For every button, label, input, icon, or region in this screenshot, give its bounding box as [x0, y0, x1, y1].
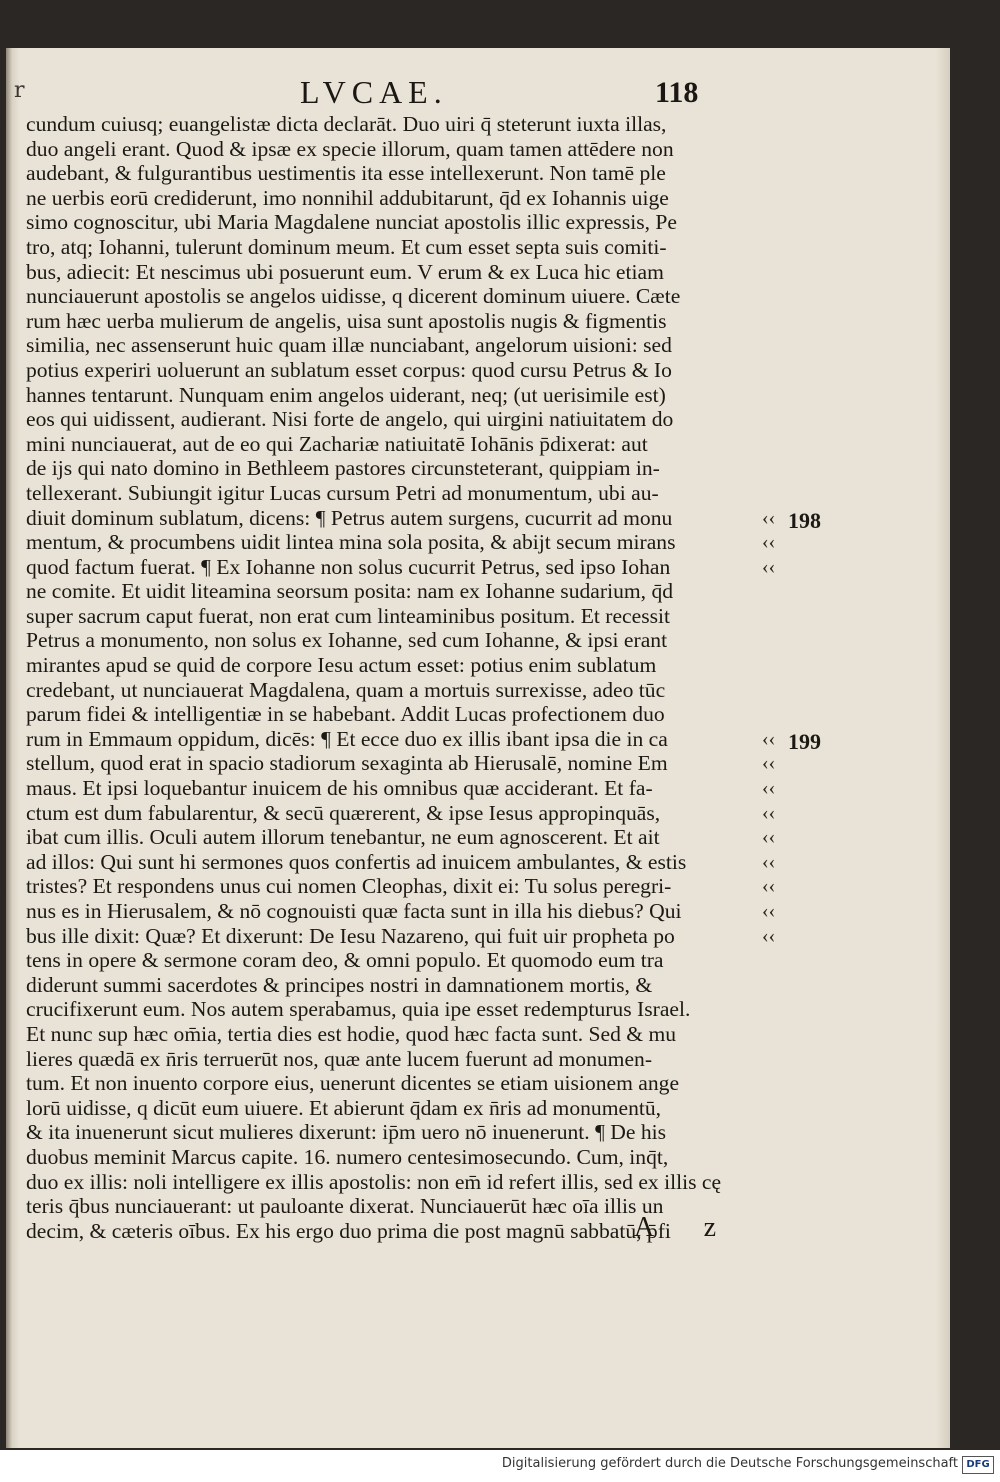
text-line: rum in Emmaum oppidum, dicēs: ¶ Et ecce duo ex illis ibant ipsa die in ca: [26, 726, 668, 751]
text-line: lieres quædā ex n̄ris terruerūt nos, quæ ante lucem fuerunt ad monumen-: [26, 1046, 653, 1071]
quotation-mark: ‹‹: [762, 850, 776, 873]
text-line: mentum, & procumbens uidit lintea mina sola posita, & abijt secum mirans: [26, 530, 676, 555]
text-line: tristes? Et respondens unus cui nomen Cleophas, dixit ei: Tu solus peregri-: [26, 874, 672, 899]
page-number: 118: [655, 76, 699, 109]
text-line: Et nunc sup hæc om̄ia, tertia dies est hodie, quod hæc facta sunt. Sed & mu: [26, 1021, 677, 1046]
quotation-mark: [762, 407, 802, 432]
quotation-mark: ‹‹: [762, 777, 776, 800]
quotation-mark: [762, 1219, 802, 1244]
text-line: potius experiri uoluerunt an sublatum esset corpus: quod cursu Petrus & Io: [26, 357, 672, 382]
text-line: stellum, quod erat in spacio stadiorum sexaginta ab Hierusalē, nomine Em: [26, 751, 668, 776]
text-line: quod factum fuerat. ¶ Ex Iohanne non solus cucurrit Petrus, sed ipso Iohan: [26, 554, 671, 579]
quotation-mark: [762, 579, 802, 604]
quotation-mark: [762, 383, 802, 408]
quotation-mark: [762, 112, 802, 137]
quotation-mark: [762, 333, 802, 358]
quotation-mark: [762, 161, 802, 186]
margin-tick: r: [14, 78, 25, 103]
text-line: similia, nec assenserunt huic quam illæ nunciabant, angelorum uisioni: sed: [26, 333, 672, 358]
quotation-mark: [762, 260, 802, 285]
quotation-mark: [762, 702, 802, 727]
margin-note-number: 199: [788, 729, 821, 754]
text-line: duo ex illis: noli intelligere ex illis apostolis: non em̄ id refert illis, sed ex illis cę: [26, 1169, 722, 1194]
quotation-mark: [762, 1194, 802, 1219]
running-title: LVCAE.: [300, 74, 448, 110]
quotation-mark: [762, 235, 802, 260]
quotation-mark: ‹‹: [762, 826, 776, 849]
text-line: rum hæc uerba mulierum de angelis, uisa sunt apostolis nugis & figmentis: [26, 308, 667, 333]
text-line: hannes tentarunt. Nunquam enim angelos uiderant, neq; (ut uerisimile est): [26, 382, 666, 407]
text-line: maus. Et ipsi loquebantur inuicem de his omnibus quæ acciderant. Et fa-: [26, 776, 653, 801]
text-line: audebant, & fulgurantibus uestimentis ita esse intellexerunt. Non tamē ple: [26, 161, 666, 186]
quotation-mark: [762, 604, 802, 629]
quotation-mark: ‹‹: [762, 900, 776, 922]
footer-bar: [0, 1450, 1000, 1482]
text-line: de ijs qui nato domino in Bethleem pastores circunsteterant, quippiam in-: [26, 456, 660, 481]
quotation-mark: [762, 1071, 802, 1096]
text-line: tum. Et non inuento corpore eius, uenerunt dicentes se etiam uisionem ange: [26, 1071, 680, 1096]
running-head: [0, 74, 1000, 108]
text-line: ibat cum illis. Oculi autem illorum tenebantur, ne eum agnoscerent. Et ait: [26, 825, 660, 850]
text-line: ne comite. Et uidit liteamina seorsum posita: nam ex Iohanne sudarium, q̄d: [26, 579, 674, 604]
text-line: cundum cuiusq; euangelistæ dicta declarāt. Duo uiri q̄ steterunt iuxta illas,: [26, 112, 667, 136]
quotation-mark: [762, 456, 802, 481]
text-line: ad illos: Qui sunt hi sermones quos confertis ad inuicem ambulantes, & estis: [26, 849, 687, 874]
text-line: super sacrum caput fuerat, non erat cum linteaminibus positum. Et recessit: [26, 603, 671, 628]
text-line: diderunt summi sacerdotes & principes nostri in damnationem mortis, &: [26, 972, 653, 997]
quotation-mark: ‹‹: [762, 924, 776, 947]
quotation-mark: [762, 948, 802, 973]
text-line: ne uerbis eorū crediderunt, imo nonnihil addubitarunt, q̄d ex Iohannis uige: [26, 185, 669, 210]
page-gutter-shadow: [6, 48, 12, 1448]
text-line: simo cognoscitur, ubi Maria Magdalene nunciat apostolis illic expressis, Pe: [26, 210, 678, 235]
text-line: tellexerant. Subiungit igitur Lucas cursum Petri ad monumentum, ubi au-: [26, 480, 659, 505]
quotation-mark: ‹‹: [762, 555, 776, 578]
text-line: decim, & cæteris oībus. Ex his ergo duo prima die post magnū sabbatū, p̄fi: [26, 1218, 671, 1243]
text-line: ctum est dum fabularentur, & secū quærerent, & ipse Iesus appropinquās,: [26, 800, 661, 825]
quotation-mark: [762, 1047, 802, 1072]
text-line: mirantes apud se quid de corpore Iesu actum esset: potius enim sublatum: [26, 653, 657, 678]
text-line: duo angeli erant. Quod & ipsæ ex specie illorum, quam tamen attēdere non: [26, 136, 674, 161]
quotation-mark: ‹‹: [762, 875, 776, 898]
quotation-mark: [762, 137, 802, 162]
body-text: [26, 112, 786, 1243]
quotation-mark: [762, 210, 802, 235]
quotation-mark: [762, 628, 802, 653]
margin-note-number: 198: [788, 507, 821, 533]
quotation-mark: ‹‹: [762, 801, 776, 824]
quotation-mark: [762, 653, 802, 678]
quotation-mark: ‹‹: [762, 752, 776, 775]
quotation-mark: [762, 1145, 802, 1170]
text-line: lorū uidisse, q dicūt eum uiuere. Et abierunt q̄dam ex n̄ris ad monumentū,: [26, 1095, 662, 1120]
quotation-mark: ‹‹: [762, 531, 776, 554]
text-line: crucifixerunt eum. Nos autem sperabamus, quia ipe esset redempturus Israel.: [26, 997, 691, 1022]
funding-credit: Digitalisierung gefördert durch die Deutsche Forschungsgemeinschaft: [501, 1456, 958, 1471]
quotation-mark: [762, 1120, 802, 1145]
text-line: tro, atq; Iohanni, tulerunt dominum meum. Et cum esset septa suis comiti-: [26, 234, 667, 259]
text-line: bus ille dixit: Quæ? Et dixerunt: De Iesu Nazareno, qui fuit uir propheta po: [26, 923, 675, 948]
text-line: teris q̄bus nunciauerant: ut pauloante dixerat. Nunciauerūt hæc oīa illis un: [26, 1194, 664, 1219]
text-line: & ita inuenerunt sicut mulieres dixerunt: ip̄m uero nō inuenerunt. ¶ De his: [26, 1120, 667, 1145]
text-line: diuit dominum sublatum, dicens: ¶ Petrus autem surgens, cucurrit ad monu: [26, 505, 673, 530]
quotation-mark: [762, 973, 802, 998]
quotation-mark: [762, 284, 802, 309]
quotation-mark: [762, 309, 802, 334]
quotation-mark: [762, 1170, 802, 1195]
text-line: Petrus a monumento, non solus ex Iohanne, sed cum Iohanne, & ipsi erant: [26, 628, 668, 653]
quotation-mark: [762, 997, 802, 1022]
signature-mark: A z: [634, 1212, 739, 1243]
text-line: tens in opere & sermone coram deo, & omni populo. Et quomodo eum tra: [26, 948, 664, 973]
text-line: credebant, ut nunciauerat Magdalena, quam a mortuis surrexisse, adeo tūc: [26, 677, 666, 702]
quotation-mark: ‹‹: [762, 506, 776, 529]
text-line: bus, adiecit: Et nescimus ubi posuerunt eum. V erum & ex Luca hic etiam: [26, 259, 664, 284]
quotation-mark: [762, 1096, 802, 1121]
text-line: parum fidei & intelligentiæ in se habebant. Addit Lucas profectionem duo: [26, 702, 665, 727]
margin-quotation-marks: [762, 112, 802, 1243]
dfg-logo-icon: DFG: [962, 1456, 994, 1474]
text-line: nunciauerunt apostolis se angelos uidisse, q dicerent dominum uiuere. Cæte: [26, 284, 681, 309]
text-line: nus es in Hierusalem, & nō cognouisti quæ facta sunt in illa his diebus? Qui: [26, 899, 682, 923]
quotation-mark: [762, 1022, 802, 1047]
quotation-mark: [762, 358, 802, 383]
quotation-mark: [762, 481, 802, 506]
text-line: mini nunciauerat, aut de eo qui Zachariæ natiuitatē Iohānis p̄dixerat: aut: [26, 431, 648, 456]
quotation-mark: [762, 432, 802, 457]
quotation-mark: [762, 678, 802, 703]
text-line: duobus meminit Marcus capite. 16. numero centesimosecundo. Cum, inq̄t,: [26, 1144, 669, 1169]
quotation-mark: [762, 186, 802, 211]
quotation-mark: ‹‹: [762, 727, 776, 750]
text-line: eos qui uidissent, audierant. Nisi forte de angelo, qui uirgini natiuitatem do: [26, 407, 674, 432]
